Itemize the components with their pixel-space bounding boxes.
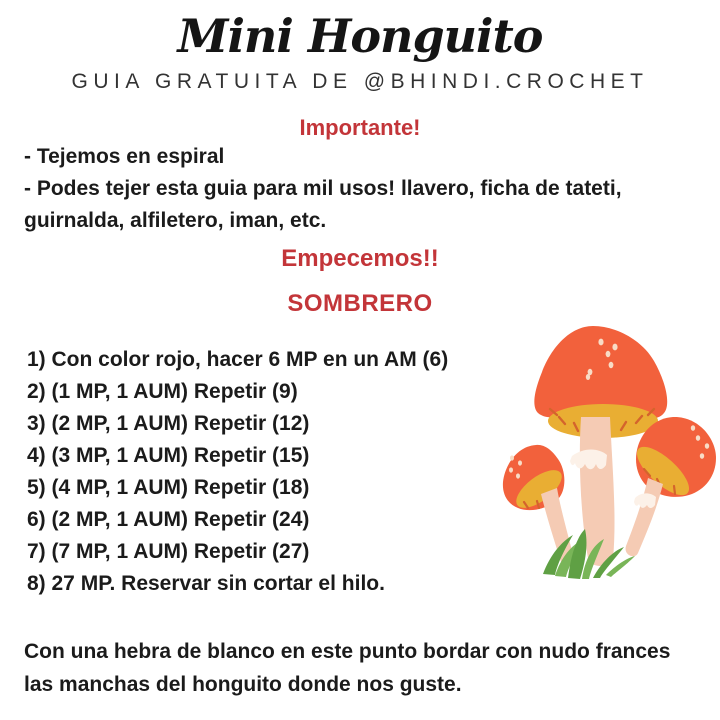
step-line: 3) (2 MP, 1 AUM) Repetir (12) (27, 412, 310, 435)
mushrooms-illustration (458, 318, 720, 608)
note-line: guirnalda, alfiletero, iman, etc. (24, 209, 327, 232)
heading-importante: Importante! (299, 115, 421, 140)
step-line: 8) 27 MP. Reservar sin cortar el hilo. (27, 572, 385, 595)
stem-ring (570, 450, 607, 470)
sombrero-steps (27, 344, 477, 600)
note-line: - Podes tejer esta guia para mil usos! llavero, ficha de tateti, (24, 177, 622, 200)
mushroom-right (626, 417, 716, 556)
heading-empecemos: Empecemos!! (281, 245, 439, 272)
step-line: 5) (4 MP, 1 AUM) Repetir (18) (27, 476, 310, 499)
step-line: 1) Con color rojo, hacer 6 MP en un AM (6) (27, 348, 449, 371)
heading-sombrero: SOMBRERO (287, 290, 433, 317)
footer-note-line: las manchas del honguito donde nos guste. (24, 673, 462, 696)
step-line: 4) (3 MP, 1 AUM) Repetir (15) (27, 444, 310, 467)
step-line: 6) (2 MP, 1 AUM) Repetir (24) (27, 508, 310, 531)
step-line: 2) (1 MP, 1 AUM) Repetir (9) (27, 380, 298, 403)
footer-note (24, 635, 714, 701)
page-subtitle: GUIA GRATUITA DE @BHINDI.CROCHET (71, 70, 649, 93)
mushroom-stem (626, 478, 663, 556)
footer-note-line: Con una hebra de blanco en este punto bordar con nudo frances (24, 640, 671, 663)
page-title: Mini Honguito (177, 9, 543, 63)
step-line: 7) (7 MP, 1 AUM) Repetir (27) (27, 540, 310, 563)
note-line: - Tejemos en espiral (24, 145, 225, 168)
important-notes (24, 141, 684, 237)
stem-ring (634, 493, 656, 508)
